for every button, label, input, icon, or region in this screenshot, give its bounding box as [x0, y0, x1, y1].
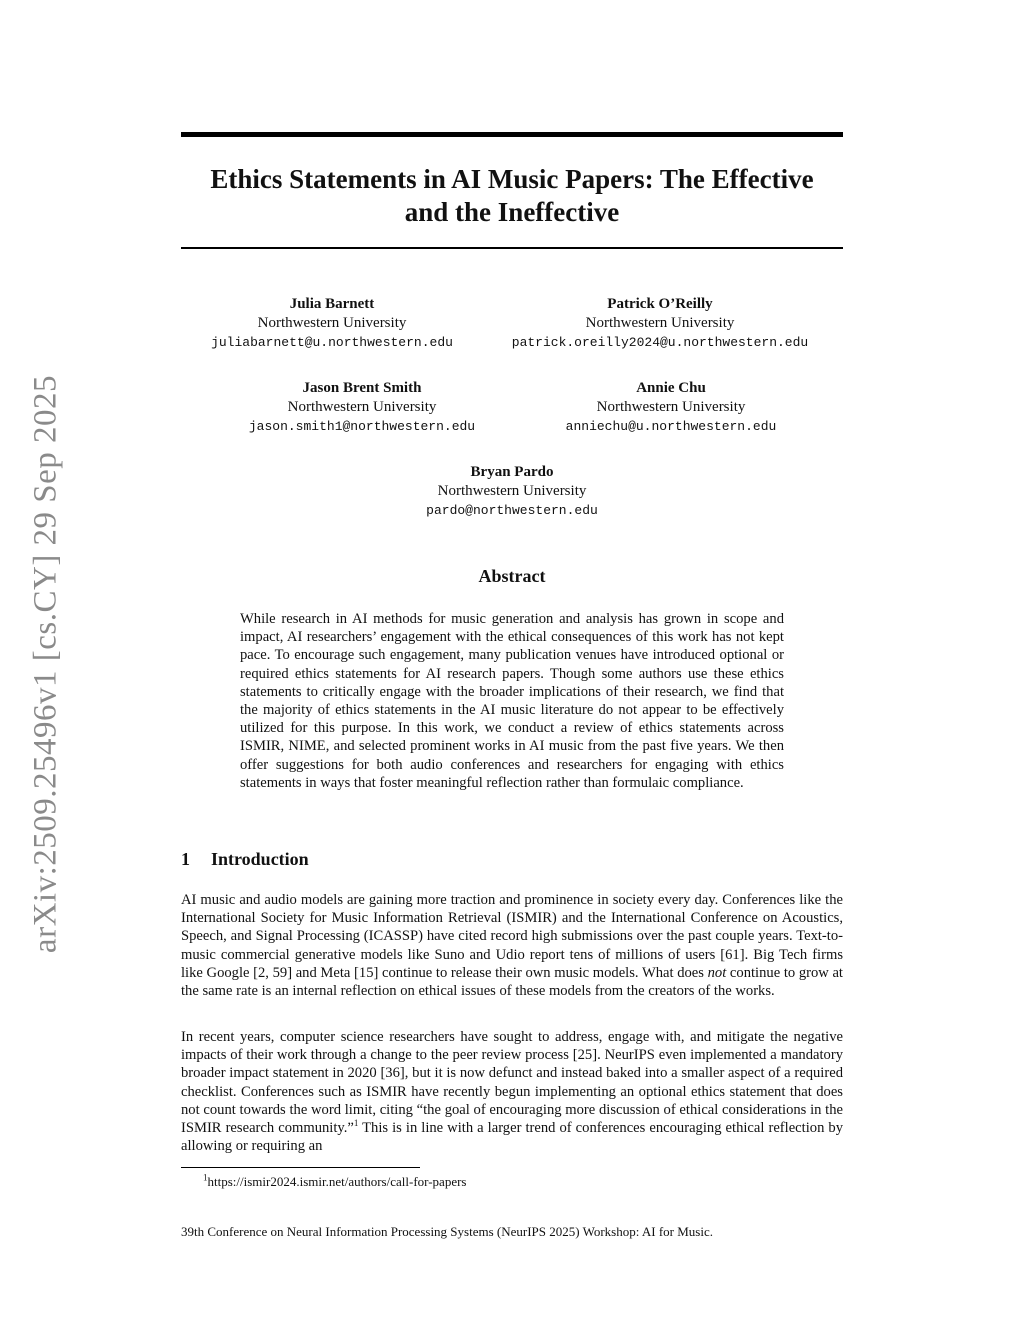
author-name: Annie Chu [636, 380, 706, 396]
abstract-text: While research in AI methods for music generation and analysis has grown in scope and impact, AI researchers’ engagement with the ethical consequences of this work has not kept pace. To encourage such engagement, many publication venues have introduced optional or required ethics statements for AI research papers. Though some authors use these ethics statements to critically engage with the broader implications of their research, we find that the majority of ethics statements in the AI music literature do not appear to be effectively utilized for this purpose. In this work, we conduct a review of ethics statements across ISMIR, NIME, and selected prominent works in AI music from the past five years. We then offer suggestions for both audio conferences and researchers for engaging with ethics statements in ways that foster meaningful reflection rather than formulaic compliance. [240, 611, 784, 791]
paragraph-text: In recent years, computer science researchers have sought to address, engage with, and mitigate the negative impacts of their work through a change to the peer review process [25]. NeurIPS even implemented a mandatory broader impact statement in 2020 [36], but it is now defunct and instead baked into a smaller aspect of a required checklist. Conferences such as ISMIR have recently begun implementing an optional ethics statement that does not count towards the word limit, citing “the goal of encouraging more discussion of ethical considerations in the ISMIR research community.” [181, 1029, 843, 1137]
author-affiliation: Northwestern University [585, 315, 735, 331]
author-affiliation: Northwestern University [437, 483, 587, 499]
author-name: Bryan Pardo [470, 464, 554, 480]
author-name: Jason Brent Smith [302, 380, 422, 396]
footnote-number: 1 [203, 1172, 208, 1183]
abstract-heading: Abstract [478, 566, 546, 586]
title-bottom-rule [181, 247, 843, 249]
section-heading [181, 848, 309, 870]
author-block [490, 295, 830, 352]
author-block [382, 463, 642, 520]
author-name: Julia Barnett [289, 296, 375, 312]
author-block [222, 379, 502, 436]
footnote-mark: 1 [353, 1118, 359, 1129]
author-block [182, 295, 482, 352]
intro-paragraph-2 [181, 1028, 843, 1155]
author-email: pardo@northwestern.edu [426, 503, 598, 518]
paragraph-text: AI music and audio models are gaining more traction and prominence in society every day. Conferences like the International Society for Music Information Retrieval (ISMIR) and the International Conference on Acoustics, Speech, and Signal Processing (ICASSP) have cited record high submissions over the past couple years. Text-to-music commercial generative models like Suno and Udio report tens of millions of users [61]. Big Tech firms like Google [2, 59] and Meta [15] continue to release their own music models. What does [181, 892, 843, 981]
paragraph-text: continue to grow at the same rate is an internal reflection on ethical issues of these models from the creators of the works. [181, 964, 843, 1000]
author-affiliation: Northwestern University [596, 399, 746, 415]
footnote-url: https://ismir2024.ismir.net/authors/call-for-papers [207, 1174, 467, 1189]
paper-title [181, 163, 843, 229]
intro-paragraph-1 [181, 891, 843, 1000]
venue-note: 39th Conference on Neural Information Processing Systems (NeurIPS 2025) Workshop: AI for Music. [181, 1224, 713, 1239]
author-email: patrick.oreilly2024@u.northwestern.edu [511, 335, 809, 350]
arxiv-identifier-text: arXiv:2509.25496v1 [cs.CY] 29 Sep 2025 [27, 374, 64, 954]
footnote [203, 1174, 466, 1190]
author-email: jason.smith1@northwestern.edu [248, 419, 476, 434]
title-top-rule [181, 132, 843, 137]
author-email: anniechu@u.northwestern.edu [565, 419, 777, 434]
footnote-rule [181, 1167, 420, 1168]
emphasis-text: not [707, 964, 727, 981]
author-affiliation: Northwestern University [257, 315, 407, 331]
section-number: 1 [181, 849, 190, 869]
title-line-1: Ethics Statements in AI Music Papers: The Effective [210, 164, 814, 194]
author-email: juliabarnett@u.northwestern.edu [211, 335, 453, 350]
section-title: Introduction [211, 849, 309, 869]
author-name: Patrick O’Reilly [607, 296, 713, 312]
paragraph-text: This is in line with a larger trend of conferences encouraging ethical reflection by allowing or requiring an [181, 1120, 843, 1155]
author-affiliation: Northwestern University [287, 399, 437, 415]
title-line-2: and the Ineffective [404, 197, 620, 227]
author-block [541, 379, 801, 436]
